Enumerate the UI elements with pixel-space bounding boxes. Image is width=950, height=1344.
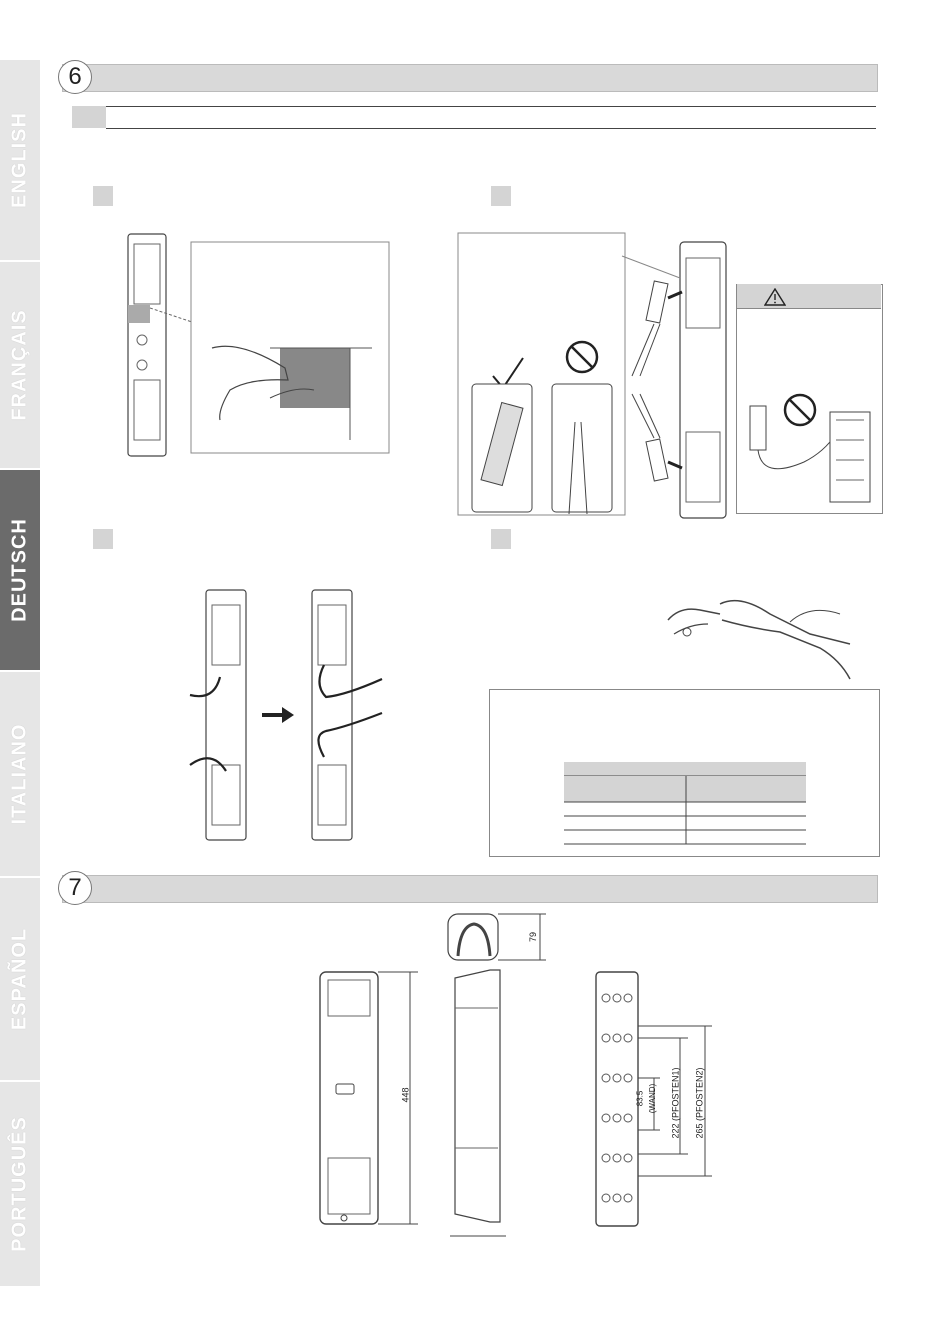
section7-number: 7 bbox=[58, 871, 92, 905]
step-marker-1 bbox=[93, 186, 113, 206]
dim-pfosten2-label: 265 (PFOSTEN2) bbox=[694, 1067, 705, 1139]
dim-pfosten1-label: 222 (PFOSTEN1) bbox=[670, 1067, 681, 1139]
section6-header-bar bbox=[62, 64, 878, 92]
tab-espanol-label: ESPAÑOL bbox=[8, 927, 31, 1031]
warning-header bbox=[737, 284, 881, 309]
info-table bbox=[564, 762, 806, 846]
step2-right-figure bbox=[620, 236, 732, 522]
tab-deutsch[interactable] bbox=[0, 470, 40, 672]
tab-english[interactable] bbox=[0, 60, 40, 262]
subsection-marker bbox=[72, 106, 106, 128]
step4-figure bbox=[660, 584, 855, 684]
dim-height-label: 448 bbox=[400, 1087, 411, 1103]
dim-depth-label: 79 bbox=[528, 931, 539, 943]
language-sidebar bbox=[0, 60, 40, 1286]
step-marker-2 bbox=[491, 186, 511, 206]
section6-number: 6 bbox=[58, 60, 92, 94]
tab-portugues-label: PORTUGUÊS bbox=[8, 1116, 31, 1252]
dimension-drawings bbox=[300, 908, 730, 1248]
subsection-rule-top bbox=[106, 106, 876, 107]
tab-francais[interactable] bbox=[0, 262, 40, 470]
step2-left-figure bbox=[457, 232, 632, 517]
dim-wand-caption: (WAND) bbox=[648, 1083, 658, 1114]
warning-figure bbox=[744, 390, 878, 508]
tab-francais-label: FRANÇAIS bbox=[8, 309, 31, 421]
warning-triangle-icon bbox=[764, 288, 786, 306]
step3-figure bbox=[186, 585, 386, 845]
tab-espanol[interactable] bbox=[0, 878, 40, 1082]
tab-portugues[interactable] bbox=[0, 1082, 40, 1288]
step-marker-3 bbox=[93, 529, 113, 549]
subsection-rule-bottom bbox=[106, 128, 876, 129]
step1-figure bbox=[120, 230, 395, 465]
tab-italiano-label: ITALIANO bbox=[8, 723, 31, 825]
tab-italiano[interactable] bbox=[0, 672, 40, 878]
step-marker-4 bbox=[491, 529, 511, 549]
dim-wand-label: 83.5 bbox=[635, 1090, 645, 1107]
tab-deutsch-label: DEUTSCH bbox=[8, 518, 31, 622]
tab-english-label: ENGLISH bbox=[8, 112, 31, 208]
right-arrow-icon bbox=[262, 707, 294, 723]
section7-header-bar bbox=[62, 875, 878, 903]
